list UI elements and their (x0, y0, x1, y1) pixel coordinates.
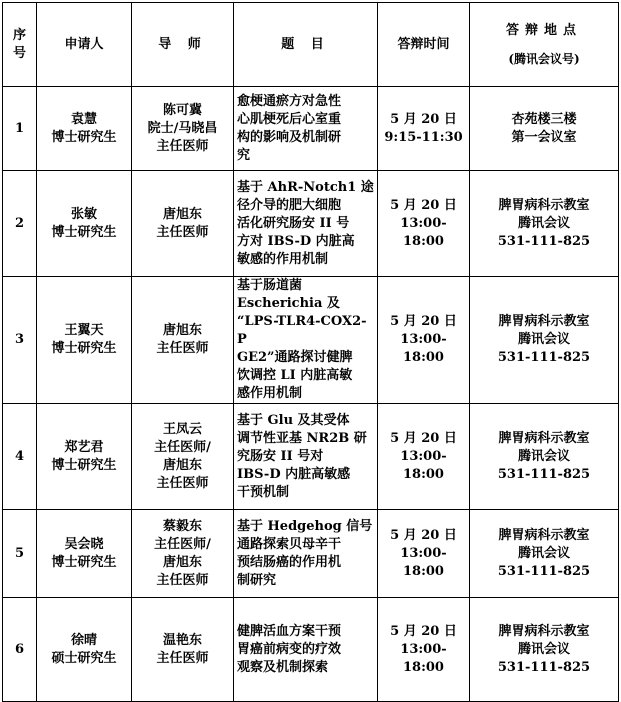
mentor-cell: 陈可冀 院士/马晓昌 主任医师 (132, 87, 234, 171)
time-cell: 5 月 20 日 13:00-18:00 (378, 598, 470, 702)
applicant-cell: 郑艺君 博士研究生 (37, 404, 132, 510)
header-place: 答辩地点 (腾讯会议号) (470, 3, 619, 87)
table-row (3, 87, 619, 171)
mentor-cell: 蔡毅东 主任医师/ 唐旭东 主任医师 (132, 510, 234, 598)
time-cell: 5 月 20 日 13:00-18:00 (378, 171, 470, 277)
place-cell: 脾胃病科示教室 腾讯会议 531-111-825 (470, 171, 619, 277)
mentor-cell: 温艳东 主任医师 (132, 598, 234, 702)
table-row (3, 510, 619, 598)
applicant-cell: 袁慧 博士研究生 (37, 87, 132, 171)
time-cell: 5 月 20 日 9:15-11:30 (378, 87, 470, 171)
place-cell: 脾胃病科示教室 腾讯会议 531-111-825 (470, 277, 619, 404)
place-cell: 杏苑楼三楼 第一会议室 (470, 87, 619, 171)
table-row (3, 404, 619, 510)
table-row (3, 598, 619, 702)
mentor-cell: 唐旭东 主任医师 (132, 277, 234, 404)
place-cell: 脾胃病科示教室 腾讯会议 531-111-825 (470, 404, 619, 510)
defense-schedule-table (2, 2, 619, 702)
header-applicant: 申请人 (37, 3, 132, 87)
header-row (3, 3, 619, 87)
header-seq: 序 号 (3, 3, 37, 87)
seq-cell: 6 (3, 598, 37, 702)
topic-cell: 基于 Hedgehog 信号 通路探索贝母辛干 预结肠癌的作用机 制研究 (234, 510, 378, 598)
header-mentor: 导 师 (132, 3, 234, 87)
seq-cell: 2 (3, 171, 37, 277)
topic-cell: 基于 AhR-Notch1 途 径介导的肥大细胞 活化研究肠安 II 号 方对 IBS-D 内脏高 敏感的作用机制 (234, 171, 378, 277)
seq-cell: 4 (3, 404, 37, 510)
place-cell: 脾胃病科示教室 腾讯会议 531-111-825 (470, 598, 619, 702)
header-time: 答辩时间 (378, 3, 470, 87)
applicant-cell: 王翼天 博士研究生 (37, 277, 132, 404)
topic-cell: 基于肠道菌 Escherichia 及 “LPS-TLR4-COX2-P GE2”通路探讨健脾 饮调控 LI 内脏高敏 感作用机制 (234, 277, 378, 404)
time-cell: 5 月 20 日 13:00-18:00 (378, 277, 470, 404)
table-row (3, 171, 619, 277)
mentor-cell: 唐旭东 主任医师 (132, 171, 234, 277)
topic-cell: 基于 Glu 及其受体 调节性亚基 NR2B 研 究肠安 II 号对 IBS-D 内脏高敏感 干预机制 (234, 404, 378, 510)
seq-cell: 5 (3, 510, 37, 598)
topic-cell: 愈梗通瘀方对急性 心肌梗死后心室重 构的影响及机制研 究 (234, 87, 378, 171)
header-topic: 题 目 (234, 3, 378, 87)
place-cell: 脾胃病科示教室 腾讯会议 531-111-825 (470, 510, 619, 598)
topic-cell: 健脾活血方案干预 胃癌前病变的疗效 观察及机制探索 (234, 598, 378, 702)
seq-cell: 1 (3, 87, 37, 171)
time-cell: 5 月 20 日 13:00-18:00 (378, 404, 470, 510)
mentor-cell: 王凤云 主任医师/ 唐旭东 主任医师 (132, 404, 234, 510)
applicant-cell: 徐晴 硕士研究生 (37, 598, 132, 702)
time-cell: 5 月 20 日 13:00-18:00 (378, 510, 470, 598)
seq-cell: 3 (3, 277, 37, 404)
table-row (3, 277, 619, 404)
applicant-cell: 吴会晓 博士研究生 (37, 510, 132, 598)
applicant-cell: 张敏 博士研究生 (37, 171, 132, 277)
